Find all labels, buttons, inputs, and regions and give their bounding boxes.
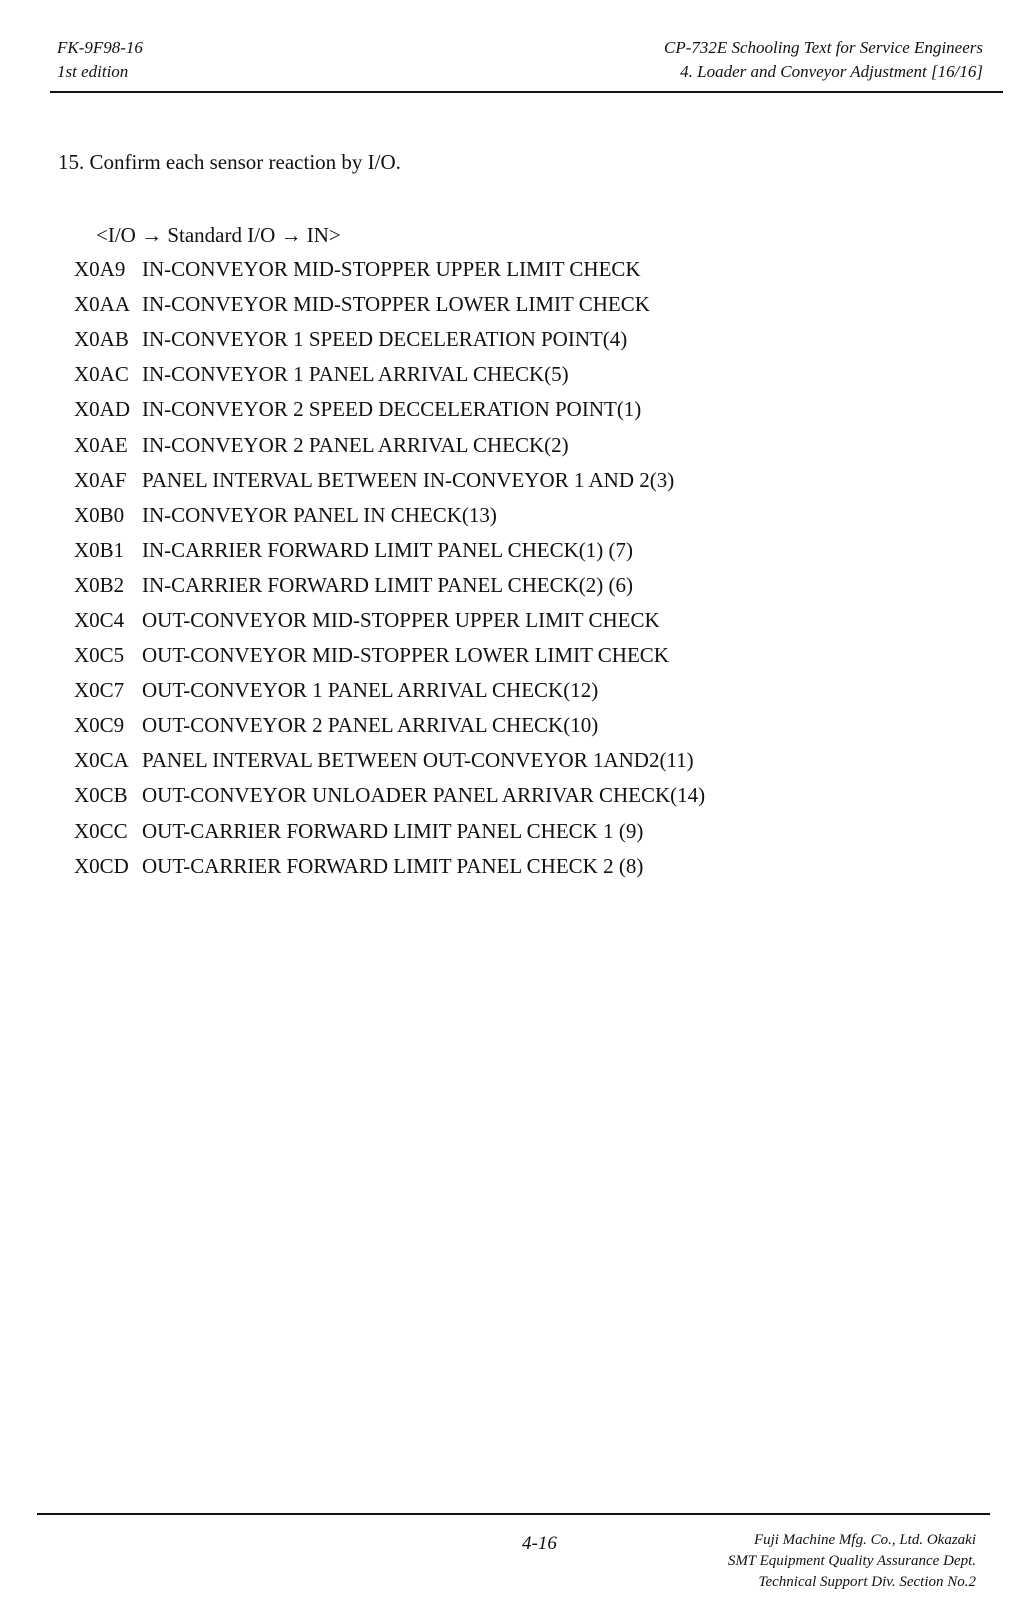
section-title: 4. Loader and Conveyor Adjustment [16/16] — [680, 62, 983, 81]
io-code: X0B1 — [74, 537, 125, 562]
io-code: X0AB — [74, 327, 129, 352]
io-row — [74, 778, 705, 813]
io-row — [74, 533, 705, 568]
io-description: IN-CONVEYOR 2 PANEL ARRIVAL CHECK(2) — [142, 432, 569, 457]
io-description: OUT-CONVEYOR UNLOADER PANEL ARRIVAR CHECK(14) — [142, 783, 706, 808]
io-row — [74, 357, 705, 392]
io-row — [74, 568, 705, 603]
io-description: IN-CONVEYOR MID-STOPPER LOWER LIMIT CHECK — [142, 292, 650, 317]
io-row — [74, 673, 705, 708]
io-row — [74, 814, 705, 849]
io-description: IN-CARRIER FORWARD LIMIT PANEL CHECK(2) (6) — [142, 572, 633, 597]
page-number: 4-16 — [522, 1533, 557, 1554]
footer-divider — [37, 1513, 990, 1515]
io-description: OUT-CARRIER FORWARD LIMIT PANEL CHECK 2 (8) — [142, 853, 644, 878]
io-row — [74, 392, 705, 427]
doc-id: FK-9F98-16 — [57, 38, 143, 57]
io-code: X0AF — [74, 467, 127, 492]
io-code: X0AA — [74, 292, 130, 317]
io-row — [74, 743, 705, 778]
io-row — [74, 708, 705, 743]
step-instruction: 15. Confirm each sensor reaction by I/O. — [58, 150, 401, 174]
io-code: X0AD — [74, 397, 130, 422]
io-code: X0AC — [74, 362, 129, 387]
io-code: X0CD — [74, 853, 129, 878]
io-description: OUT-CONVEYOR MID-STOPPER UPPER LIMIT CHECK — [142, 607, 660, 632]
io-description: IN-CONVEYOR PANEL IN CHECK(13) — [142, 502, 497, 527]
io-code: X0C7 — [74, 678, 125, 703]
io-code: X0A9 — [74, 257, 126, 282]
io-row — [74, 638, 705, 673]
io-code: X0C5 — [74, 643, 125, 668]
io-description: OUT-CARRIER FORWARD LIMIT PANEL CHECK 1 (9) — [142, 818, 644, 843]
io-row — [74, 603, 705, 638]
department-name: SMT Equipment Quality Assurance Dept. — [727, 1553, 976, 1569]
footer-credits — [728, 1530, 976, 1593]
division-name: Technical Support Div. Section No.2 — [758, 1574, 976, 1590]
io-code: X0CA — [74, 748, 129, 773]
io-description: IN-CARRIER FORWARD LIMIT PANEL CHECK(1) (7) — [142, 537, 633, 562]
doc-title: CP-732E Schooling Text for Service Engineers — [663, 38, 983, 57]
io-code: X0C9 — [74, 713, 125, 738]
io-code: X0CC — [74, 818, 128, 843]
io-row — [74, 498, 705, 533]
io-row — [74, 287, 705, 322]
io-description: OUT-CONVEYOR 2 PANEL ARRIVAL CHECK(10) — [142, 713, 599, 738]
io-code: X0B2 — [74, 572, 125, 597]
io-description: OUT-CONVEYOR 1 PANEL ARRIVAL CHECK(12) — [142, 678, 599, 703]
io-signal-list — [74, 252, 705, 884]
io-description: IN-CONVEYOR 1 PANEL ARRIVAL CHECK(5) — [142, 362, 569, 387]
io-row — [74, 427, 705, 462]
company-name: Fuji Machine Mfg. Co., Ltd. Okazaki — [753, 1532, 976, 1548]
header-left — [57, 36, 143, 84]
header-right — [664, 36, 983, 84]
io-description: IN-CONVEYOR MID-STOPPER UPPER LIMIT CHECK — [142, 257, 641, 282]
io-code: X0CB — [74, 783, 128, 808]
header-divider — [50, 91, 1003, 93]
io-description: OUT-CONVEYOR MID-STOPPER LOWER LIMIT CHECK — [142, 643, 669, 668]
io-code: X0AE — [74, 432, 128, 457]
io-code: X0C4 — [74, 607, 125, 632]
io-description: IN-CONVEYOR 2 SPEED DECCELERATION POINT(1) — [142, 397, 642, 422]
io-row — [74, 322, 705, 357]
io-row — [74, 463, 705, 498]
io-description: PANEL INTERVAL BETWEEN OUT-CONVEYOR 1AND2(11) — [142, 748, 694, 773]
io-row — [74, 849, 705, 884]
io-description: IN-CONVEYOR 1 SPEED DECELERATION POINT(4) — [142, 327, 628, 352]
io-description: PANEL INTERVAL BETWEEN IN-CONVEYOR 1 AND 2(3) — [142, 467, 675, 492]
io-row — [74, 252, 705, 287]
edition: 1st edition — [57, 62, 129, 81]
io-code: X0B0 — [74, 502, 125, 527]
io-menu-path: <I/O → Standard I/O → IN> — [96, 223, 341, 247]
